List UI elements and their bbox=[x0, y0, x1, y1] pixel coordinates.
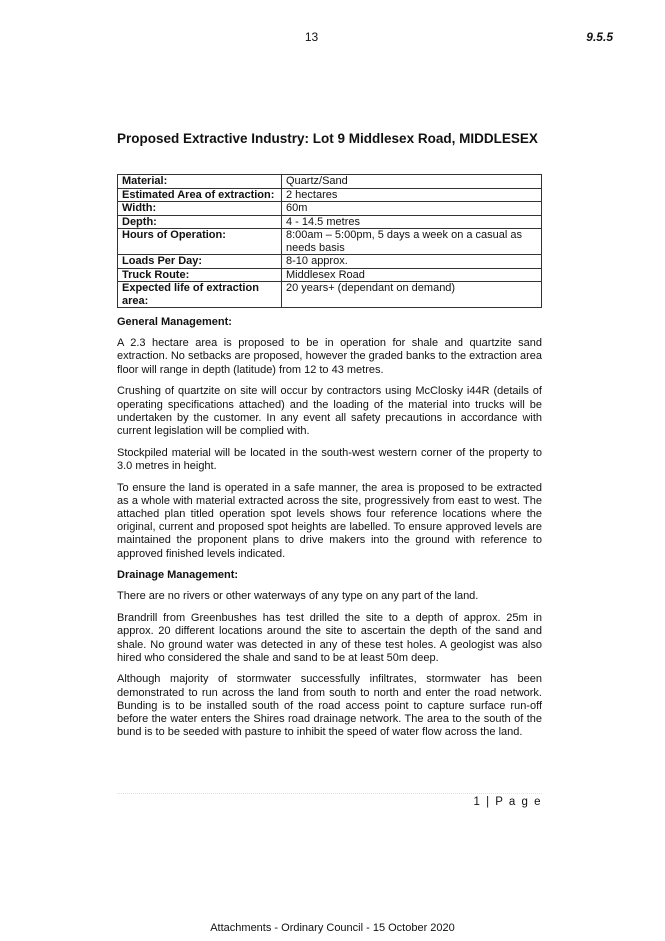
paragraph: To ensure the land is operated in a safe manner, the area is proposed to be extracted as a whole with material extracted across the site, progressively from east to west. The attached plan titled operation spot levels shows four reference locations where the original, current and proposed spot heights are labelled. To ensure approved levels are maintained the proponent plans to drive makers into the ground with reference to approved finished levels indicated. bbox=[117, 481, 542, 560]
spec-value: Quartz/Sand bbox=[282, 175, 542, 189]
attachment-footer: Attachments - Ordinary Council - 15 October 2020 bbox=[210, 922, 455, 934]
spec-label: Expected life of extraction area: bbox=[118, 282, 282, 308]
spec-label: Material: bbox=[118, 175, 282, 189]
paragraph: There are no rivers or other waterways of any type on any part of the land. bbox=[117, 590, 479, 603]
table-row bbox=[118, 268, 542, 282]
paragraph: Although majority of stormwater successfully infiltrates, stormwater has been demonstrated to run across the land from south to north and enter the road network. Bunding is to be installed south of the road access point to capture surface run-off before the water enters the Shires road drainage network. The area to the south of the bund is to be seeded with pasture to inhibit the speed of water flow across the land. bbox=[117, 673, 542, 739]
general-management-heading: General Management: bbox=[117, 316, 232, 328]
page-number: 13 bbox=[304, 30, 319, 44]
table-row bbox=[118, 215, 542, 229]
spec-value: 8-10 approx. bbox=[282, 255, 542, 269]
table-row bbox=[118, 188, 542, 202]
body-content bbox=[117, 316, 542, 748]
paragraph: Crushing of quartzite on site will occur by contractors using McClosky i44R (details of operating specifications attached) and the loading of the material into trucks will be undertaken by the customer. In any event all safety precautions in accordance with current legislation will be complied with. bbox=[117, 385, 542, 437]
spec-label: Depth: bbox=[118, 215, 282, 229]
spec-label: Estimated Area of extraction: bbox=[118, 188, 282, 202]
spec-label: Truck Route: bbox=[118, 268, 282, 282]
table-row bbox=[118, 229, 542, 255]
spec-value: 2 hectares bbox=[282, 188, 542, 202]
table-row bbox=[118, 202, 542, 216]
spec-value: 20 years+ (dependant on demand) bbox=[282, 282, 542, 308]
paragraph: Stockpiled material will be located in the south-west western corner of the property to 3.0 metres in height. bbox=[117, 446, 542, 472]
spec-label: Loads Per Day: bbox=[118, 255, 282, 269]
table-row bbox=[118, 282, 542, 308]
specification-table bbox=[117, 174, 542, 308]
spec-value: 60m bbox=[282, 202, 542, 216]
drainage-management-heading: Drainage Management: bbox=[117, 569, 239, 582]
spec-value: 8:00am – 5:00pm, 5 days a week on a casual as needs basis bbox=[282, 229, 542, 255]
spec-label: Hours of Operation: bbox=[118, 229, 282, 255]
spec-label: Width: bbox=[118, 202, 282, 216]
paragraph: Brandrill from Greenbushes has test drilled the site to a depth of approx. 25m in approx. 20 different locations around the site to ascertain the depth of the sand and shale. No ground water was detected in any of these test holes. A geologist was also hired who considered the shale and sand to be at least 50m deep. bbox=[117, 612, 542, 664]
spec-value: 4 - 14.5 metres bbox=[282, 215, 542, 229]
footer-page-label: 1 | P a g e bbox=[473, 796, 542, 808]
table-row bbox=[118, 255, 542, 269]
table-row bbox=[118, 175, 542, 189]
paragraph: A 2.3 hectare area is proposed to be in operation for shale and quartzite sand extraction. No setbacks are proposed, however the graded banks to the extraction area floor will range in depth (latitude) from 12 to 43 metres. bbox=[117, 337, 542, 376]
footer-divider bbox=[117, 793, 542, 794]
spec-value: Middlesex Road bbox=[282, 268, 542, 282]
document-title: Proposed Extractive Industry: Lot 9 Middlesex Road, MIDDLESEX bbox=[117, 131, 538, 146]
agenda-item-ref: 9.5.5 bbox=[586, 30, 613, 44]
